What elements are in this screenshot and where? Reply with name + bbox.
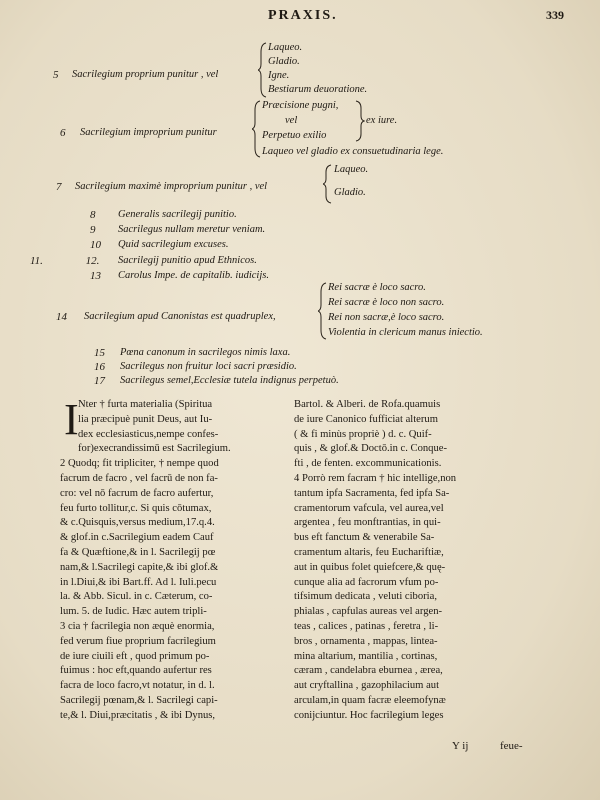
body-line: fti , de fenten. excommunicationis. <box>294 458 442 470</box>
body-line: tifsimum dedicata , veluti ciboria, <box>294 591 437 603</box>
body-line: conijciuntur. Hoc facrilegium leges <box>294 709 444 721</box>
left-column <box>60 395 290 724</box>
body-line: fed verum fiue proprium facrilegium <box>60 635 216 647</box>
body-line: de iure ciuili eft , quod primum po- <box>60 650 210 662</box>
marginal-number: 10 <box>90 239 101 251</box>
body-line: teas , calices , patinas , feretra , li- <box>294 620 439 632</box>
schema-item: Rei sacræ è loco sacro. <box>328 282 426 293</box>
summary-line: Sacrilegus semel,Ecclesiæ tutela indignus perpetuò. <box>120 375 339 386</box>
body-line: phialas , capfulas aureas vel argen- <box>294 606 443 618</box>
marginal-number: 13 <box>90 270 101 282</box>
body-line: ( & fi minùs propriè ) d. c. Quif- <box>294 428 432 440</box>
body-line: quis , & glof.& Doctō.in c. Conque- <box>294 443 448 455</box>
body-line: lum. 5. de Iudic. Hæc autem tripli- <box>60 606 207 618</box>
summary-line: Carolus Impe. de capitalib. iudicijs. <box>118 270 269 281</box>
marginal-number: 14 <box>56 311 67 323</box>
summary-line: Sacrilegij punitio apud Ethnicos. <box>118 255 257 266</box>
marginal-number: 6 <box>60 127 66 139</box>
schema-item: ex iure. <box>366 115 398 126</box>
body-line: & c.Quisquis,versus medium,17.q.4. <box>60 517 215 529</box>
marginal-number: 7 <box>56 181 62 193</box>
body-line: facra de loco facro,vt notatur, in d. l. <box>60 680 215 692</box>
summary-line: Generalis sacrilegij punitio. <box>118 209 237 220</box>
body-line: dex ecclesiasticus,nempe confes- <box>78 428 219 440</box>
schema-item: Violentia in clericum manus iniectio. <box>328 327 483 338</box>
catchword: feue- <box>500 740 523 752</box>
signature-mark: Y ij <box>452 740 469 752</box>
marginal-number: 16 <box>94 361 105 373</box>
schema-heading: Sacrilegium apud Canonistas est quadruplex, <box>84 311 276 322</box>
body-line: bros , ornamenta , mappas, lintea- <box>294 635 438 647</box>
body-line: Sacrilegij pœnam,& l. Sacrilegi capi- <box>60 694 218 706</box>
schema-item: Gladio. <box>268 56 300 67</box>
running-head: PRAXIS. <box>268 8 338 23</box>
marginal-number: 17 <box>94 375 105 387</box>
body-line: nam,& l.Sacrilegi capite,& ibi glof.& <box>60 561 219 573</box>
body-line: cro: vel nō facrum de facro aufertur, <box>60 487 214 499</box>
schema-heading: Sacrilegium proprium punitur , vel <box>72 69 219 80</box>
brace-icon <box>252 100 262 158</box>
body-line: aut cryftallina , gazophilacium aut <box>294 680 440 692</box>
body-line: feu furto tollitur,c. Si quis cōtumax, <box>60 502 212 514</box>
body-line: fuimus : hoc eft,quando aufertur res <box>60 665 212 677</box>
schema-item: Gladio. <box>334 187 366 198</box>
marginal-number: 8 <box>90 209 96 221</box>
body-line: te,& l. Diui,præcitatis , & ibi Dynus, <box>60 709 216 721</box>
schema-item: Igne. <box>268 70 290 81</box>
body-line: Nter † furta materialia (Spiritua <box>78 399 213 410</box>
body-line: bus eft fanctum & venerabile Sa- <box>294 532 435 544</box>
brace-icon <box>323 164 333 204</box>
brace-icon <box>355 100 365 142</box>
schema-item: Laqueo. <box>334 164 369 175</box>
page-number: 339 <box>546 8 564 22</box>
body-line: aut in quibus folet quiefcere,& quę- <box>294 561 446 573</box>
schema-item: Laqueo vel gladio ex consuetudinaria lege. <box>262 146 444 157</box>
summary-line: Quid sacrilegium excuses. <box>118 239 229 250</box>
schema-item: Rei non sacræ,è loco sacro. <box>328 312 445 323</box>
summary-line: Sacrilegus non fruitur loci sacri præsidio. <box>120 361 297 372</box>
body-line: tantum ipfa Sacramenta, fed ipfa Sa- <box>294 487 450 499</box>
brace-icon <box>258 42 268 98</box>
body-line: in l.Diui,& ibi Bart.ff. Ad l. Iuli.pecu <box>60 576 217 588</box>
body-line: de iure Canonico fufficiat alterum <box>294 413 438 425</box>
schema-heading: Sacrilegium maximè improprium punitur , vel <box>75 181 268 192</box>
body-line: 3 cia † facrilegia non æquè enormia, <box>60 620 215 632</box>
body-line: cæram , candelabra eburnea , ærea, <box>294 665 443 677</box>
marginal-number: 9 <box>90 224 96 236</box>
schema-item: Laqueo. <box>268 42 303 53</box>
body-line: for)execrandissimū est Sacrilegium. <box>78 443 231 455</box>
schema-item: Perpetuo exilio <box>262 130 327 141</box>
summary-line: Sacrilegus nullam meretur veniam. <box>118 224 266 235</box>
body-line: argentea , feu monftrantias, in qui- <box>294 517 441 529</box>
schema-item: Bestiarum deuoratione. <box>268 84 368 95</box>
marginal-number: 11. 12. <box>30 255 100 267</box>
brace-icon <box>318 282 328 340</box>
schema-item: vel <box>285 115 298 126</box>
body-line: facrum de facro , vel facrū de non fa- <box>60 472 218 484</box>
marginal-number: 15 <box>94 347 105 359</box>
body-line: fa & Quæftione,& in l. Sacrilegij pœ <box>60 546 216 558</box>
schema-item: Rei sacræ è loco non sacro. <box>328 297 445 308</box>
body-line: cramentorum vafcula, vel aurea,vel <box>294 502 444 514</box>
drop-cap: I <box>64 395 79 444</box>
schema-heading: Sacrilegium improprium punitur <box>80 127 217 138</box>
body-line: la. & Abb. Sicul. in c. Cæterum, co- <box>60 591 213 603</box>
right-column <box>294 398 534 724</box>
body-line: 2 Quodq; fit tripliciter, † nempe quod <box>60 458 219 470</box>
body-line: lia præcipuè punit Deus, aut Iu- <box>78 413 213 425</box>
body-line: Bartol. & Alberi. de Rofa.quamuis <box>294 399 441 410</box>
body-line: arculam,in quam facræ eleemofynæ <box>294 694 446 706</box>
schema-item: Præcisione pugni, <box>262 100 339 111</box>
body-line: & glof.in c.Sacrilegium eadem Cauf <box>60 532 214 544</box>
marginal-number: 5 <box>53 69 59 81</box>
summary-line: Pœna canonum in sacrilegos nimis laxa. <box>120 347 291 358</box>
body-line: 4 Porrò rem facram † hic intellige,non <box>294 472 457 484</box>
body-line: mina altarium, mantilia , cortinas, <box>294 650 438 662</box>
body-line: cunque alia ad facrorum vfum po- <box>294 576 439 588</box>
body-line: cramentum altaris, feu Euchariftiæ, <box>294 546 444 558</box>
